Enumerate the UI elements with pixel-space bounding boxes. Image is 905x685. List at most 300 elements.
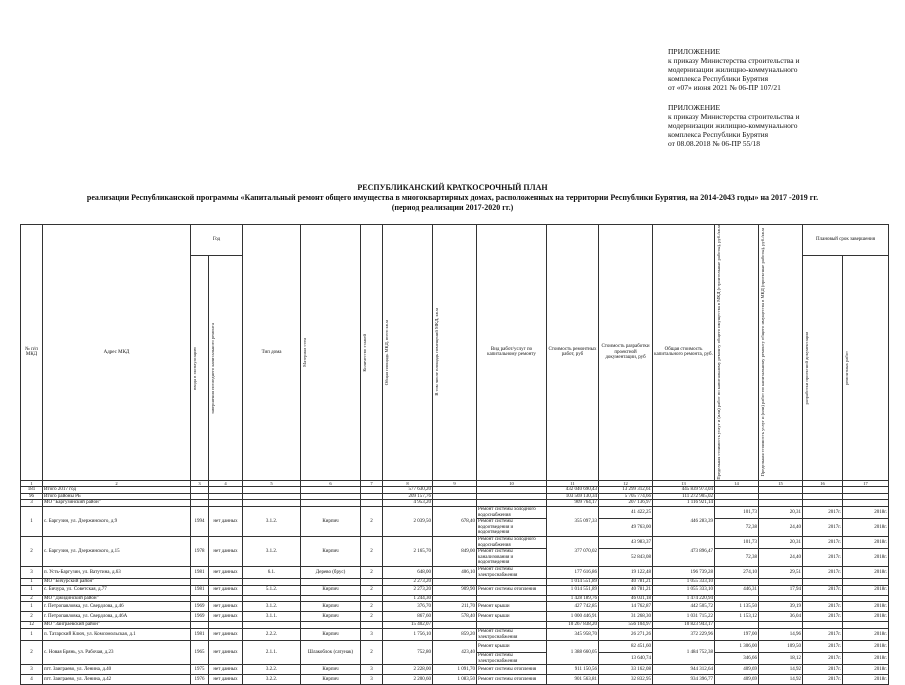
table-cell: 911 150,56 [547, 665, 599, 675]
table-cell: 207 136,97 [599, 500, 653, 507]
table-cell: 1981 [191, 566, 209, 578]
table-cell: 46 031,18 [599, 595, 653, 602]
table-cell: 31 268,30 [599, 612, 653, 622]
table-cell: 1 [21, 585, 43, 595]
table-cell: 14,92 [759, 665, 803, 675]
appendix-line: комплекса Республики Бурятия [668, 74, 769, 83]
table-cell: 752,80 [383, 641, 433, 665]
table-cell: 109,50 [759, 641, 803, 653]
header-wall: Материал стен [301, 225, 361, 481]
table-cell: 14,96 [759, 628, 803, 640]
table-cell: 2 [361, 585, 383, 595]
table-cell: 1 474 220,94 [653, 595, 715, 602]
table-cell [209, 493, 243, 500]
table-cell: 2017г. [803, 519, 843, 537]
table-cell: 101,73 [715, 537, 759, 549]
appendix-line: модернизации жилищно-коммунального [668, 121, 798, 130]
table-cell [301, 579, 361, 586]
table-cell: нет данных [209, 537, 243, 567]
table-cell: нет данных [209, 641, 243, 665]
table-cell: 12 [21, 622, 43, 629]
table-cell: нет данных [209, 612, 243, 622]
header-plan-design: разработки проектной документации [803, 256, 843, 480]
table-cell [477, 622, 547, 629]
table-cell [433, 487, 477, 494]
table-cell: 14 762,87 [599, 602, 653, 612]
table-cell: 1 388 660,05 [547, 641, 599, 665]
table-cell: 18,12 [759, 653, 803, 665]
summary-row [21, 487, 889, 494]
table-row [21, 602, 889, 612]
table-cell [301, 500, 361, 507]
table-cell: 211,70 [433, 602, 477, 612]
header-plan-repair: ремонтных работ [843, 256, 889, 480]
table-cell: 41 422,25 [599, 507, 653, 519]
table-cell: 2 165,70 [383, 537, 433, 567]
header-limit2: Предельная стоимость услуг и (или) работ по капитальному ремонту общего имущества в МКД (проектные работы), руб./кв.м [759, 225, 803, 481]
table-cell: 1 000 446,91 [547, 612, 599, 622]
work-cell: Ремонт системы канализования и водоотведения [477, 549, 547, 567]
table-cell [715, 622, 759, 629]
table-cell [209, 622, 243, 629]
table-cell [843, 622, 889, 629]
table-cell: 432 040 690,43 [547, 487, 599, 494]
table-cell [477, 493, 547, 500]
table-cell: 1 116 921,14 [653, 500, 715, 507]
table-cell: 2017г. [803, 566, 843, 578]
table-cell [433, 622, 477, 629]
address-cell: п. Усть-Баргузин, ул. Ватутина, д.63 [43, 566, 191, 578]
work-cell: Ремонт крыши [477, 641, 547, 653]
table-cell: Кирпич [301, 585, 361, 595]
header-area-res: В том числе площадь помещений МКД, кв.м [433, 225, 477, 481]
work-cell: Ремонт крыши [477, 602, 547, 612]
table-cell: 32 832,95 [599, 675, 653, 685]
table-cell: 3 [21, 566, 43, 578]
table-cell: 1994 [191, 507, 209, 537]
appendix-line: от «07» июня 2021 № 06-ПР 107/21 [668, 83, 781, 92]
table-cell: 40 781,21 [599, 579, 653, 586]
table-cell: 40 781,21 [599, 585, 653, 595]
table-cell [361, 595, 383, 602]
appendix-line: модернизации жилищно-коммунального [668, 65, 798, 74]
table-cell: 2.1.1. [243, 641, 301, 665]
table-cell [243, 595, 301, 602]
table-cell [843, 493, 889, 500]
table-cell: Кирпич [301, 675, 361, 685]
appendix-line: ПРИЛОЖЕНИЕ [668, 47, 721, 56]
table-cell: 406,10 [433, 566, 477, 578]
table-cell: 4 953,20 [383, 500, 433, 507]
work-cell: Ремонт системы отопления [477, 675, 547, 685]
table-cell [191, 493, 209, 500]
table-cell: 15 402,07 [383, 622, 433, 629]
table-cell: 1 031 715,22 [653, 612, 715, 622]
table-cell: Кирпич [301, 665, 361, 675]
table-cell: 2017г. [803, 628, 843, 640]
work-cell: Ремонт системы электроснабжения [477, 566, 547, 578]
table-cell: 2018г. [843, 675, 889, 685]
table-cell: 1 [21, 579, 43, 586]
table-cell [759, 493, 803, 500]
table-cell [433, 595, 477, 602]
table-cell: 678,40 [433, 507, 477, 537]
table-cell: 2 [21, 595, 43, 602]
table-cell [243, 493, 301, 500]
table-cell: 96 [21, 493, 43, 500]
table-cell: 1 756,10 [383, 628, 433, 640]
table-cell: 355 097,33 [547, 507, 599, 537]
table-cell [361, 500, 383, 507]
table-cell: Шлакоблок (сатунак) [301, 641, 361, 665]
table-cell: 1 [21, 602, 43, 612]
header-address: Адрес МКД [43, 225, 191, 481]
table-cell: 1 135,50 [715, 602, 759, 612]
table-cell: 909,90 [433, 585, 477, 595]
plan-table [20, 224, 889, 685]
table-cell: 859,20 [433, 628, 477, 640]
table-cell: нет данных [209, 585, 243, 595]
table-cell: Дерево (брус) [301, 566, 361, 578]
header-cost-design: Стоимость разработки проектной документации, руб [599, 225, 653, 481]
summary-label: МО "Баргузинский район" [43, 500, 191, 507]
work-cell: Ремонт системы электроснабжения [477, 653, 547, 665]
address-cell: с. Новая Брянь, ул. Рабочая, д.23 [43, 641, 191, 665]
table-cell: 5.1.2. [243, 585, 301, 595]
document-subtitle: реализации Республиканской программы «Капитальный ремонт общего имущества в многоквартирных домах, расположенных на территории Республики Бурятия, на 2014-2043 годы» на 2017 -2019 гг. [86, 193, 819, 202]
table-cell: 446,31 [715, 585, 759, 595]
table-cell [477, 487, 547, 494]
table-cell: 3.1.1. [243, 612, 301, 622]
table-cell [301, 622, 361, 629]
table-cell: 3 [361, 675, 383, 685]
table-cell: 72,38 [715, 519, 759, 537]
table-cell: 2018г. [843, 519, 889, 537]
table-cell: 2018г. [843, 612, 889, 622]
table-cell: 446 283,39 [653, 507, 715, 537]
table-cell [361, 622, 383, 629]
address-cell: с. Баргузин, ул. Дзержинского, д.15 [43, 537, 191, 567]
table-cell [433, 493, 477, 500]
table-cell: 2017г. [803, 537, 843, 549]
table-cell [477, 500, 547, 507]
table-cell: нет данных [209, 507, 243, 537]
table-cell: 1 244,30 [383, 595, 433, 602]
table-cell: 3 [361, 665, 383, 675]
document-period: (период реализации 2017-2020 гг.) [391, 203, 514, 212]
table-cell [191, 579, 209, 586]
table-cell: нет данных [209, 675, 243, 685]
table-cell: 1981 [191, 585, 209, 595]
table-cell: 17,94 [759, 585, 803, 595]
document-title: РЕСПУБЛИКАНСКИЙ КРАТКОСРОЧНЫЙ ПЛАН [357, 183, 548, 192]
table-cell: 556 104,97 [599, 622, 653, 629]
summary-row [21, 622, 889, 629]
table-cell: 1969 [191, 602, 209, 612]
summary-row [21, 500, 889, 507]
address-cell: г. Петропавловка, ул. Свердлова, д.46 [43, 602, 191, 612]
header-plan: Плановый срок завершения [803, 225, 889, 256]
table-cell [243, 487, 301, 494]
header-work: Вид работ/услуг по капитальному ремонту [477, 225, 547, 481]
summary-row [21, 493, 889, 500]
table-cell: 3.1.2. [243, 507, 301, 537]
table-cell [209, 500, 243, 507]
table-cell: 3.2.2. [243, 665, 301, 675]
table-cell: 1976 [191, 675, 209, 685]
table-cell: 345 958,70 [547, 628, 599, 640]
appendix-line: ПРИЛОЖЕНИЕ [668, 103, 721, 112]
work-cell: Ремонт системы отопления [477, 585, 547, 595]
summary-label: Итого 2017 год [43, 487, 191, 494]
table-cell: 442 505,72 [653, 602, 715, 612]
header-floors: Количество этажей [361, 225, 383, 481]
table-cell [191, 622, 209, 629]
table-cell: 3 [21, 665, 43, 675]
table-cell: 1 306,00 [715, 641, 759, 653]
table-cell: 377 070,02 [547, 537, 599, 567]
table-cell: 3 [21, 500, 43, 507]
table-cell: 2018г. [843, 537, 889, 549]
table-cell: 52 843,08 [599, 549, 653, 567]
table-cell: 1 091,70 [433, 665, 477, 675]
table-cell [803, 595, 843, 602]
table-cell: Кирпич [301, 507, 361, 537]
table-cell [243, 579, 301, 586]
header-cost-work: Стоимость ремонтных работ, руб [547, 225, 599, 481]
table-row [21, 665, 889, 675]
table-cell [433, 579, 477, 586]
table-cell: 2018г. [843, 641, 889, 653]
table-cell: 20,31 [759, 537, 803, 549]
table-cell: 346,66 [715, 653, 759, 665]
table-cell: 427 742,85 [547, 602, 599, 612]
table-cell: 577 630,20 [383, 487, 433, 494]
table-cell: 1 428 189,76 [547, 595, 599, 602]
table-cell: 49 763,00 [599, 519, 653, 537]
work-cell: Ремонт крыши [477, 612, 547, 622]
address-cell: п. Татарский Ключ, ул. Комсомольская, д.1 [43, 628, 191, 640]
table-row [21, 507, 889, 519]
table-cell: 2018г. [843, 602, 889, 612]
table-cell: 26 271,26 [599, 628, 653, 640]
table-cell: 2 [361, 612, 383, 622]
table-cell: 3.1.2. [243, 602, 301, 612]
table-cell [715, 493, 759, 500]
work-cell: Ремонт системы отопления [477, 665, 547, 675]
table-cell: нет данных [209, 566, 243, 578]
table-cell: 2017г. [803, 641, 843, 653]
table-cell: 1965 [191, 641, 209, 665]
table-cell [191, 500, 209, 507]
column-number-row: 1 2 3 4 5 6 7 8 9 10 11 12 13 14 15 16 17 [21, 480, 889, 487]
table-cell [209, 595, 243, 602]
table-cell: 423,40 [433, 641, 477, 665]
table-cell: 2 228,00 [383, 665, 433, 675]
table-cell: 578,40 [433, 612, 477, 622]
table-cell: 2 [21, 641, 43, 665]
table-cell: 2017г. [803, 653, 843, 665]
table-cell: 4 [21, 675, 43, 685]
table-cell [301, 487, 361, 494]
header-area: Общая площадь МКД, всего кв.м [383, 225, 433, 481]
table-cell [477, 579, 547, 586]
table-cell: 5 705 774,66 [599, 493, 653, 500]
table-cell: 1 083,50 [433, 675, 477, 685]
table-cell [843, 595, 889, 602]
table-cell [209, 579, 243, 586]
table-cell: 2018г. [843, 665, 889, 675]
table-cell: 934 396,77 [653, 675, 715, 685]
table-cell [301, 493, 361, 500]
table-cell: 2 [361, 507, 383, 537]
address-cell: пгт. Заиграево, ул. Ленина, д.42 [43, 675, 191, 685]
table-cell: 648,00 [383, 566, 433, 578]
table-cell: 196 739,28 [653, 566, 715, 578]
table-cell [361, 493, 383, 500]
table-cell [715, 595, 759, 602]
table-cell: 1969 [191, 612, 209, 622]
table-cell [803, 487, 843, 494]
header-limit1: Предельная стоимость услуг и (или) работ по капитальному ремонту общего имущества в МКД (строительные работы), руб./кв.м [715, 225, 759, 481]
summary-label: МО "Заиграевский район" [43, 622, 191, 629]
table-cell: нет данных [209, 628, 243, 640]
address-cell: с. Баргузин, ул. Дзержинского, д.9 [43, 507, 191, 537]
table-cell [433, 500, 477, 507]
table-cell [715, 500, 759, 507]
table-cell [191, 487, 209, 494]
table-row [21, 641, 889, 653]
work-cell: Ремонт системы водоотведения и водоотведения [477, 519, 547, 537]
table-cell [209, 487, 243, 494]
header-year-build: ввода в эксплуатацию [191, 256, 209, 480]
table-cell: 2018г. [843, 549, 889, 567]
table-cell: Кирпич [301, 612, 361, 622]
table-cell [361, 579, 383, 586]
table-cell: 1 [21, 628, 43, 640]
table-cell: 13 640,74 [599, 653, 653, 665]
table-cell: 2018г. [843, 585, 889, 595]
table-cell [301, 595, 361, 602]
table-cell [191, 595, 209, 602]
work-cell: Ремонт системы холодного водоснабжения [477, 537, 547, 549]
table-cell [843, 579, 889, 586]
table-cell: 2017г. [803, 612, 843, 622]
table-cell: 2018г. [843, 566, 889, 578]
summary-label: МО "Джидинский район" [43, 595, 191, 602]
table-cell [759, 500, 803, 507]
table-row [21, 628, 889, 640]
table-cell: 274,10 [715, 566, 759, 578]
table-cell [243, 622, 301, 629]
table-cell: 445 839 973,04 [653, 487, 715, 494]
table-cell: 2 [361, 566, 383, 578]
table-cell: 901 563,81 [547, 675, 599, 685]
table-row [21, 537, 889, 549]
table-cell: 2 273,20 [383, 585, 433, 595]
table-cell: Кирпич [301, 537, 361, 567]
table-cell: 1981 [191, 628, 209, 640]
table-cell: 3.1.2. [243, 537, 301, 567]
table-cell [715, 487, 759, 494]
table-cell: 13 299 312,61 [599, 487, 653, 494]
table-cell: 1 014 551,89 [547, 579, 599, 586]
table-cell: 1 055 333,10 [653, 585, 715, 595]
table-cell: 2 [21, 537, 43, 567]
table-cell: 14,92 [759, 675, 803, 685]
table-cell [759, 487, 803, 494]
table-cell [803, 493, 843, 500]
table-cell [759, 579, 803, 586]
appendix-line: от 08.08.2018 № 06-ПР 55/18 [668, 139, 761, 148]
table-cell: 1 153,12 [715, 612, 759, 622]
table-cell [843, 500, 889, 507]
address-cell: пгт. Заиграево, ул. Ленина, д.40 [43, 665, 191, 675]
table-cell: 2 [21, 612, 43, 622]
table-cell: 867,60 [383, 612, 433, 622]
table-cell: 24,40 [759, 549, 803, 567]
appendix-line: к приказу Министерства строительства и [668, 112, 800, 121]
table-cell: 1 014 551,89 [547, 585, 599, 595]
table-cell: 2017г. [803, 549, 843, 567]
table-cell: 2 [361, 602, 383, 612]
table-cell: 1 055 333,10 [653, 579, 715, 586]
table-cell: 197,00 [715, 628, 759, 640]
table-cell: 19 122,48 [599, 566, 653, 578]
table-cell [803, 500, 843, 507]
table-cell: 2.2.2. [243, 628, 301, 640]
appendix-block-2 [668, 103, 898, 148]
table-row [21, 566, 889, 578]
table-cell: 3 [361, 628, 383, 640]
table-cell: 29,51 [759, 566, 803, 578]
header-house-type: Тип дома [243, 225, 301, 481]
table-cell: 36,04 [759, 612, 803, 622]
table-cell: 849,00 [433, 537, 477, 567]
table-cell [843, 487, 889, 494]
work-cell: Ремонт системы холодного водоснабжения [477, 507, 547, 519]
table-cell [477, 595, 547, 602]
table-cell: 909 764,17 [547, 500, 599, 507]
table-row [21, 675, 889, 685]
table-cell: 6.1. [243, 566, 301, 578]
table-cell: 39,19 [759, 602, 803, 612]
table-cell: 376,70 [383, 602, 433, 612]
summary-row [21, 579, 889, 586]
summary-label: Итого районы РБ [43, 493, 191, 500]
header-year-repair: завершения последнего капитального ремонта [209, 256, 243, 480]
table-cell: 2 200,60 [383, 675, 433, 685]
table-row [21, 612, 889, 622]
work-cell: Ремонт системы электроснабжения [477, 628, 547, 640]
table-cell: 82 451,60 [599, 641, 653, 653]
table-cell: 24,40 [759, 519, 803, 537]
appendix-line: к приказу Министерства строительства и [668, 56, 800, 65]
table-cell: 181 [21, 487, 43, 494]
table-cell: 103 569 130,34 [547, 493, 599, 500]
table-cell: 2018г. [843, 507, 889, 519]
table-cell: Кирпич [301, 602, 361, 612]
table-cell: 1 484 752,38 [653, 641, 715, 665]
table-cell [243, 500, 301, 507]
table-cell: 111 272 905,02 [653, 493, 715, 500]
table-cell: 43 983,37 [599, 537, 653, 549]
table-cell: 2017г. [803, 665, 843, 675]
table-cell: 2 [361, 537, 383, 567]
appendix-block-1 [668, 47, 898, 92]
table-cell: 10 267 838,20 [547, 622, 599, 629]
table-cell [803, 622, 843, 629]
